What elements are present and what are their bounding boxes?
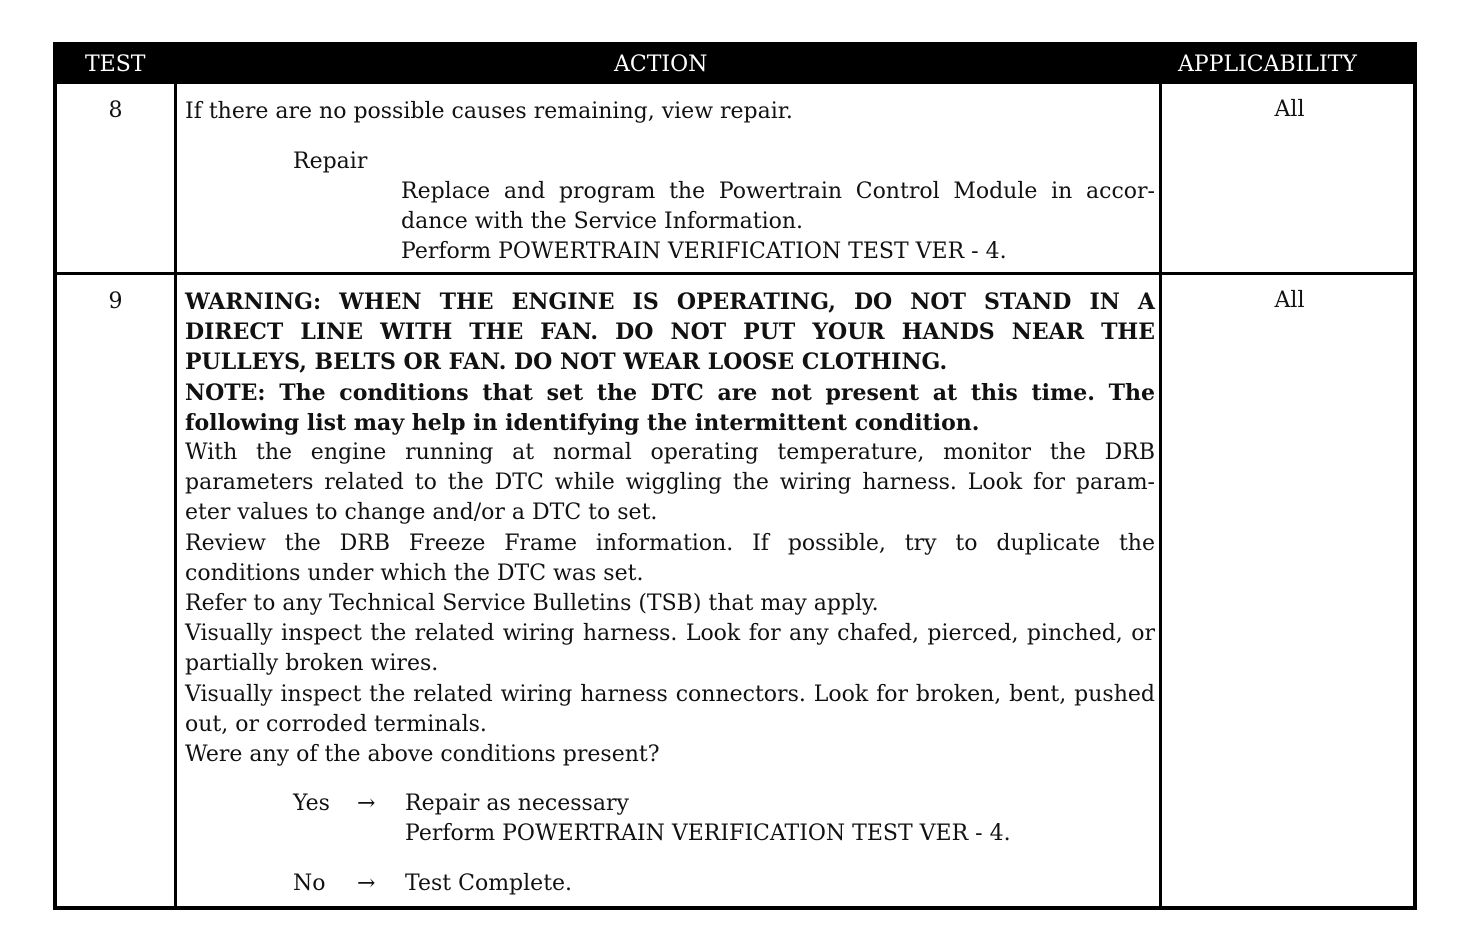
body-line: Review the DRB Freeze Frame information. If possible, try to duplicate the <box>185 530 1155 556</box>
row8-applicability: All <box>1274 97 1305 122</box>
yes-line: Perform POWERTRAIN VERIFICATION TEST VER - 4. <box>405 821 1011 846</box>
note-line: NOTE: The conditions that set the DTC are not present at this time. The <box>185 379 1155 406</box>
body-line: conditions under which the DTC was set. <box>185 560 644 586</box>
row8-repair-label: Repair <box>293 149 368 174</box>
no-arrow-icon: → <box>357 871 376 896</box>
body-line: out, or corroded terminals. <box>185 711 487 737</box>
note-line: following list may help in identifying the intermittent condition. <box>185 409 980 436</box>
body-line: partially broken wires. <box>185 651 439 677</box>
header-action: ACTION <box>614 52 708 77</box>
yes-arrow-icon: → <box>357 791 376 816</box>
row8-repair-text <box>401 177 1155 268</box>
warning-line: WARNING: WHEN THE ENGINE IS OPERATING, DO NOT STAND IN A <box>185 289 1155 315</box>
body-line: Visually inspect the related wiring harness. Look for any chafed, pierced, pinched, or <box>185 621 1155 647</box>
no-label: No <box>293 871 326 896</box>
row8-intro: If there are no possible causes remaining, view repair. <box>185 99 793 124</box>
yes-outcome <box>405 789 1011 849</box>
header-test: TEST <box>85 52 146 77</box>
yes-label: Yes <box>293 791 330 816</box>
test-number-8: 8 <box>108 98 123 123</box>
column-divider-applicability <box>1159 84 1162 906</box>
warning-line: DIRECT LINE WITH THE FAN. DO NOT PUT YOUR HANDS NEAR THE <box>185 319 1155 346</box>
body-line: eter values to change and/or a DTC to set. <box>185 500 658 526</box>
procedure-table <box>53 42 1417 910</box>
row9-applicability: All <box>1274 288 1305 313</box>
row9-body <box>185 438 1155 770</box>
row9-note <box>185 378 1155 438</box>
body-line: Were any of the above conditions present? <box>185 742 660 768</box>
row8-repair-line: Replace and program the Powertrain Control Module in accor- <box>401 179 1155 204</box>
body-line: Refer to any Technical Service Bulletins (TSB) that may apply. <box>185 591 879 617</box>
body-line: With the engine running at normal operating temperature, monitor the DRB <box>185 440 1155 466</box>
row-divider <box>57 272 1413 275</box>
row9-warning <box>185 287 1155 378</box>
table-header <box>57 46 1413 84</box>
no-outcome <box>405 869 572 899</box>
no-line: Test Complete. <box>405 871 573 896</box>
column-divider-test <box>174 84 177 906</box>
warning-line: PULLEYS, BELTS OR FAN. DO NOT WEAR LOOSE CLOTHING. <box>185 349 948 376</box>
body-line: parameters related to the DTC while wiggling the wiring harness. Look for param- <box>185 470 1155 496</box>
row8-repair-line: Perform POWERTRAIN VERIFICATION TEST VER - 4. <box>401 239 1007 265</box>
yes-line: Repair as necessary <box>405 791 629 816</box>
row9-content <box>185 287 1155 770</box>
header-applicability: APPLICABILITY <box>1178 52 1357 77</box>
test-number-9: 9 <box>108 289 123 314</box>
body-line: Visually inspect the related wiring harness connectors. Look for broken, bent, pushed <box>185 681 1155 707</box>
row8-repair-line: dance with the Service Information. <box>401 209 804 235</box>
